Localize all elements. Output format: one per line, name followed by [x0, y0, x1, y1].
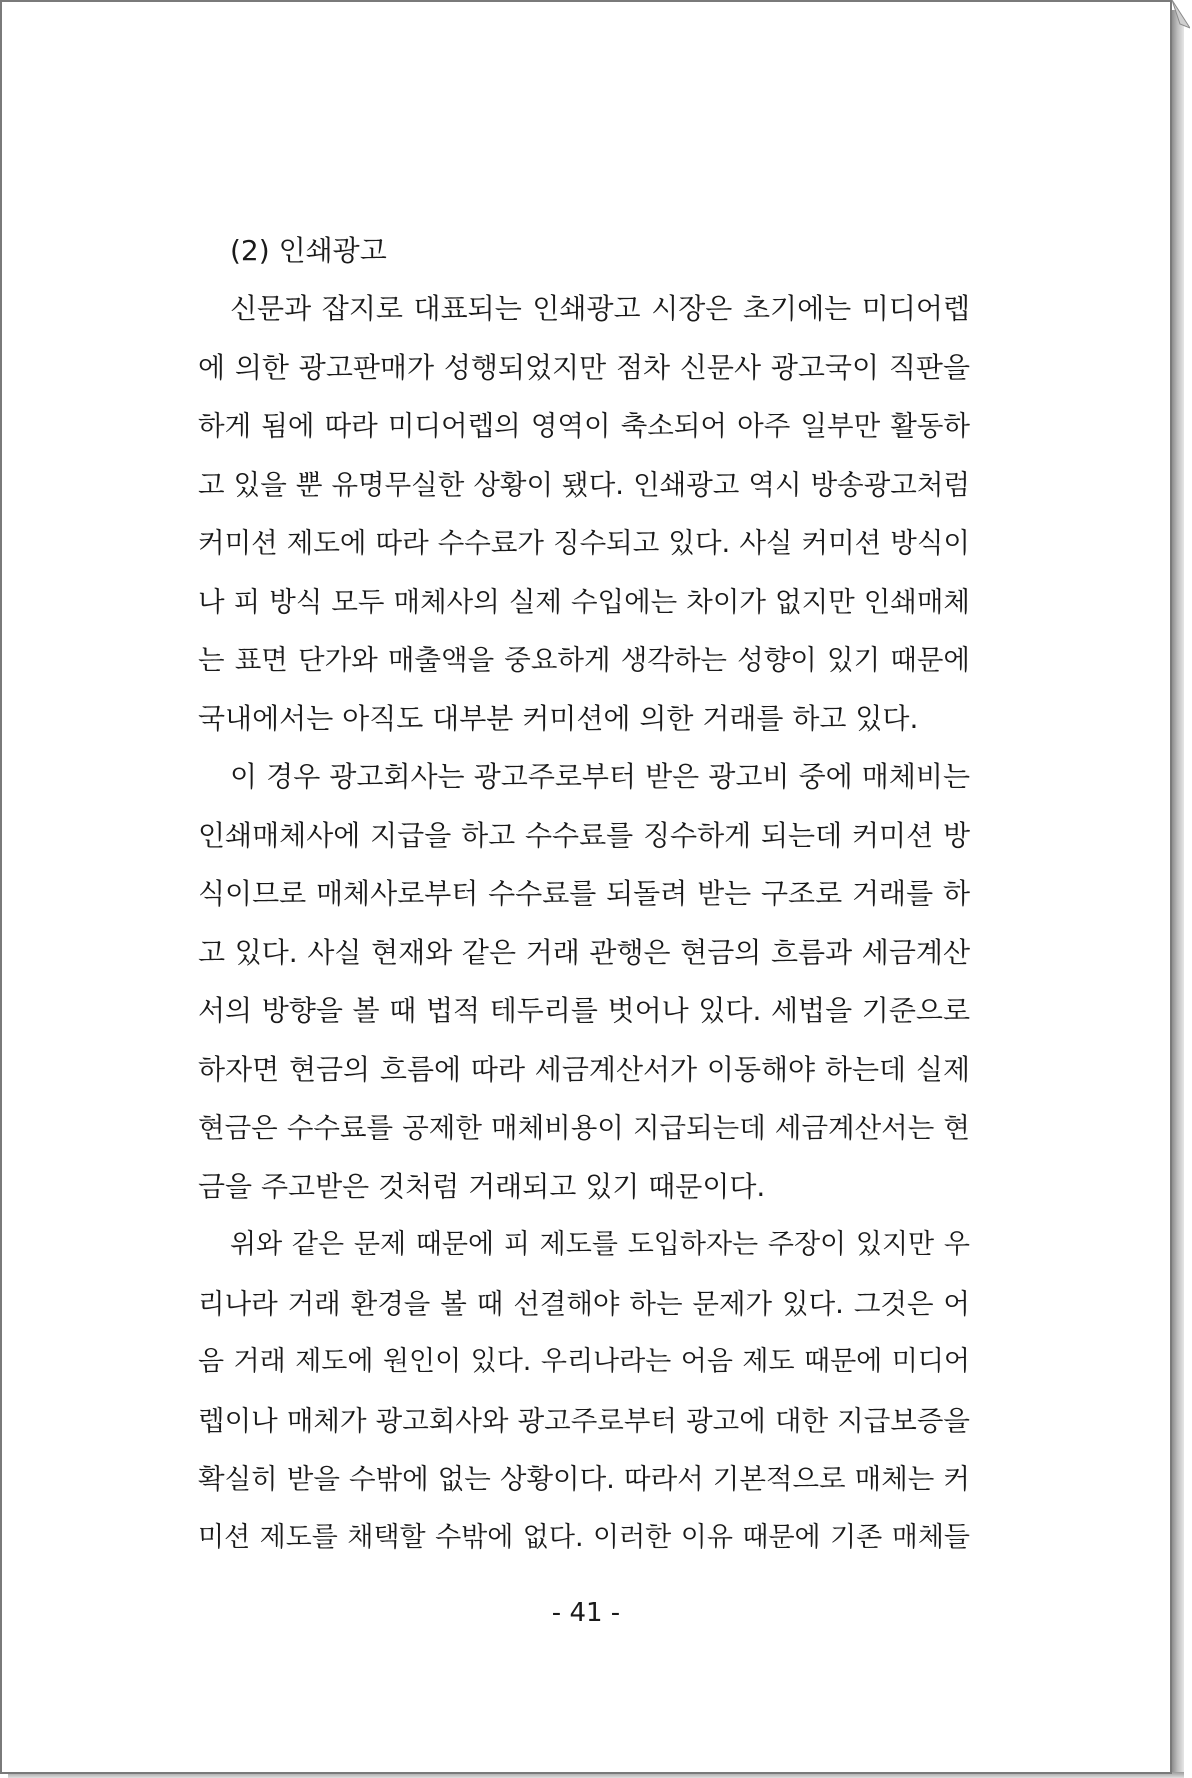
text-line: 에 의한 광고판매가 성행되었지만 점차 신문사 광고국이 직판을	[198, 350, 970, 384]
paragraph-3	[198, 1216, 970, 1567]
text-line: 위와 같은 문제 때문에 피 제도를 도입하자는 주장이 있지만 우	[230, 1229, 970, 1260]
text-line: 인쇄매체사에 지급을 하고 수수료를 징수하게 되는데 커미션 방	[198, 818, 970, 852]
text-line: 는 표면 단가와 매출액을 중요하게 생각하는 성향이 있기 때문에	[198, 644, 970, 676]
text-line: 현금은 수수료를 공제한 매체비용이 지급되는데 세금계산서는 현	[198, 1112, 970, 1144]
text-line: 국내에서는 아직도 대부분 커미션에 의한 거래를 하고 있다.	[198, 701, 919, 735]
text-line: 미션 제도를 채택할 수밖에 없다. 이러한 이유 때문에 기존 매체들	[198, 1521, 970, 1553]
text-line: 나 피 방식 모두 매체사의 실제 수입에는 차이가 없지만 인쇄매체	[198, 585, 970, 618]
text-line: 서의 방향을 볼 때 법적 테두리를 벗어나 있다. 세법을 기준으로	[198, 994, 970, 1027]
page-shadow	[1172, 10, 1184, 1776]
text-line: 하게 됨에 따라 미디어렙의 영역이 축소되어 아주 일부만 활동하	[198, 410, 970, 442]
page-number: - 41 -	[551, 1598, 621, 1628]
text-line: 리나라 거래 환경을 볼 때 선결해야 하는 문제가 있다. 그것은 어	[198, 1287, 970, 1320]
text-line: 금을 주고받은 것처럼 거래되고 있기 때문이다.	[198, 1169, 766, 1203]
paragraph-1	[198, 280, 970, 748]
text-line: 음 거래 제도에 원인이 있다. 우리나라는 어음 제도 때문에 미디어	[198, 1346, 970, 1377]
text-line: 고 있을 뿐 유명무실한 상황이 됐다. 인쇄광고 역시 방송광고처럼	[198, 468, 970, 501]
section-heading: (2) 인쇄광고	[230, 234, 387, 267]
text-line: 하자면 현금의 흐름에 따라 세금계산서가 이동해야 하는데 실제	[198, 1052, 970, 1086]
text-line: 이 경우 광고회사는 광고주로부터 받은 광고비 중에 매체비는	[230, 760, 970, 793]
text-line: 고 있다. 사실 현재와 같은 거래 관행은 현금의 흐름과 세금계산	[198, 935, 970, 969]
text-line: 신문과 잡지로 대표되는 인쇄광고 시장은 초기에는 미디어렙	[230, 292, 970, 325]
text-line: 식이므로 매체사로부터 수수료를 되돌려 받는 구조로 거래를 하	[198, 877, 970, 910]
paragraph-2	[198, 748, 970, 1216]
text-line: 렙이나 매체가 광고회사와 광고주로부터 광고에 대한 지급보증을	[198, 1404, 970, 1437]
page-content	[198, 222, 970, 1567]
text-line: 확실히 받을 수밖에 없는 상황이다. 따라서 기본적으로 매체는 커	[198, 1463, 970, 1495]
text-line: 커미션 제도에 따라 수수료가 징수되고 있다. 사실 커미션 방식이	[198, 527, 970, 559]
page-curl-icon	[1150, 0, 1190, 30]
